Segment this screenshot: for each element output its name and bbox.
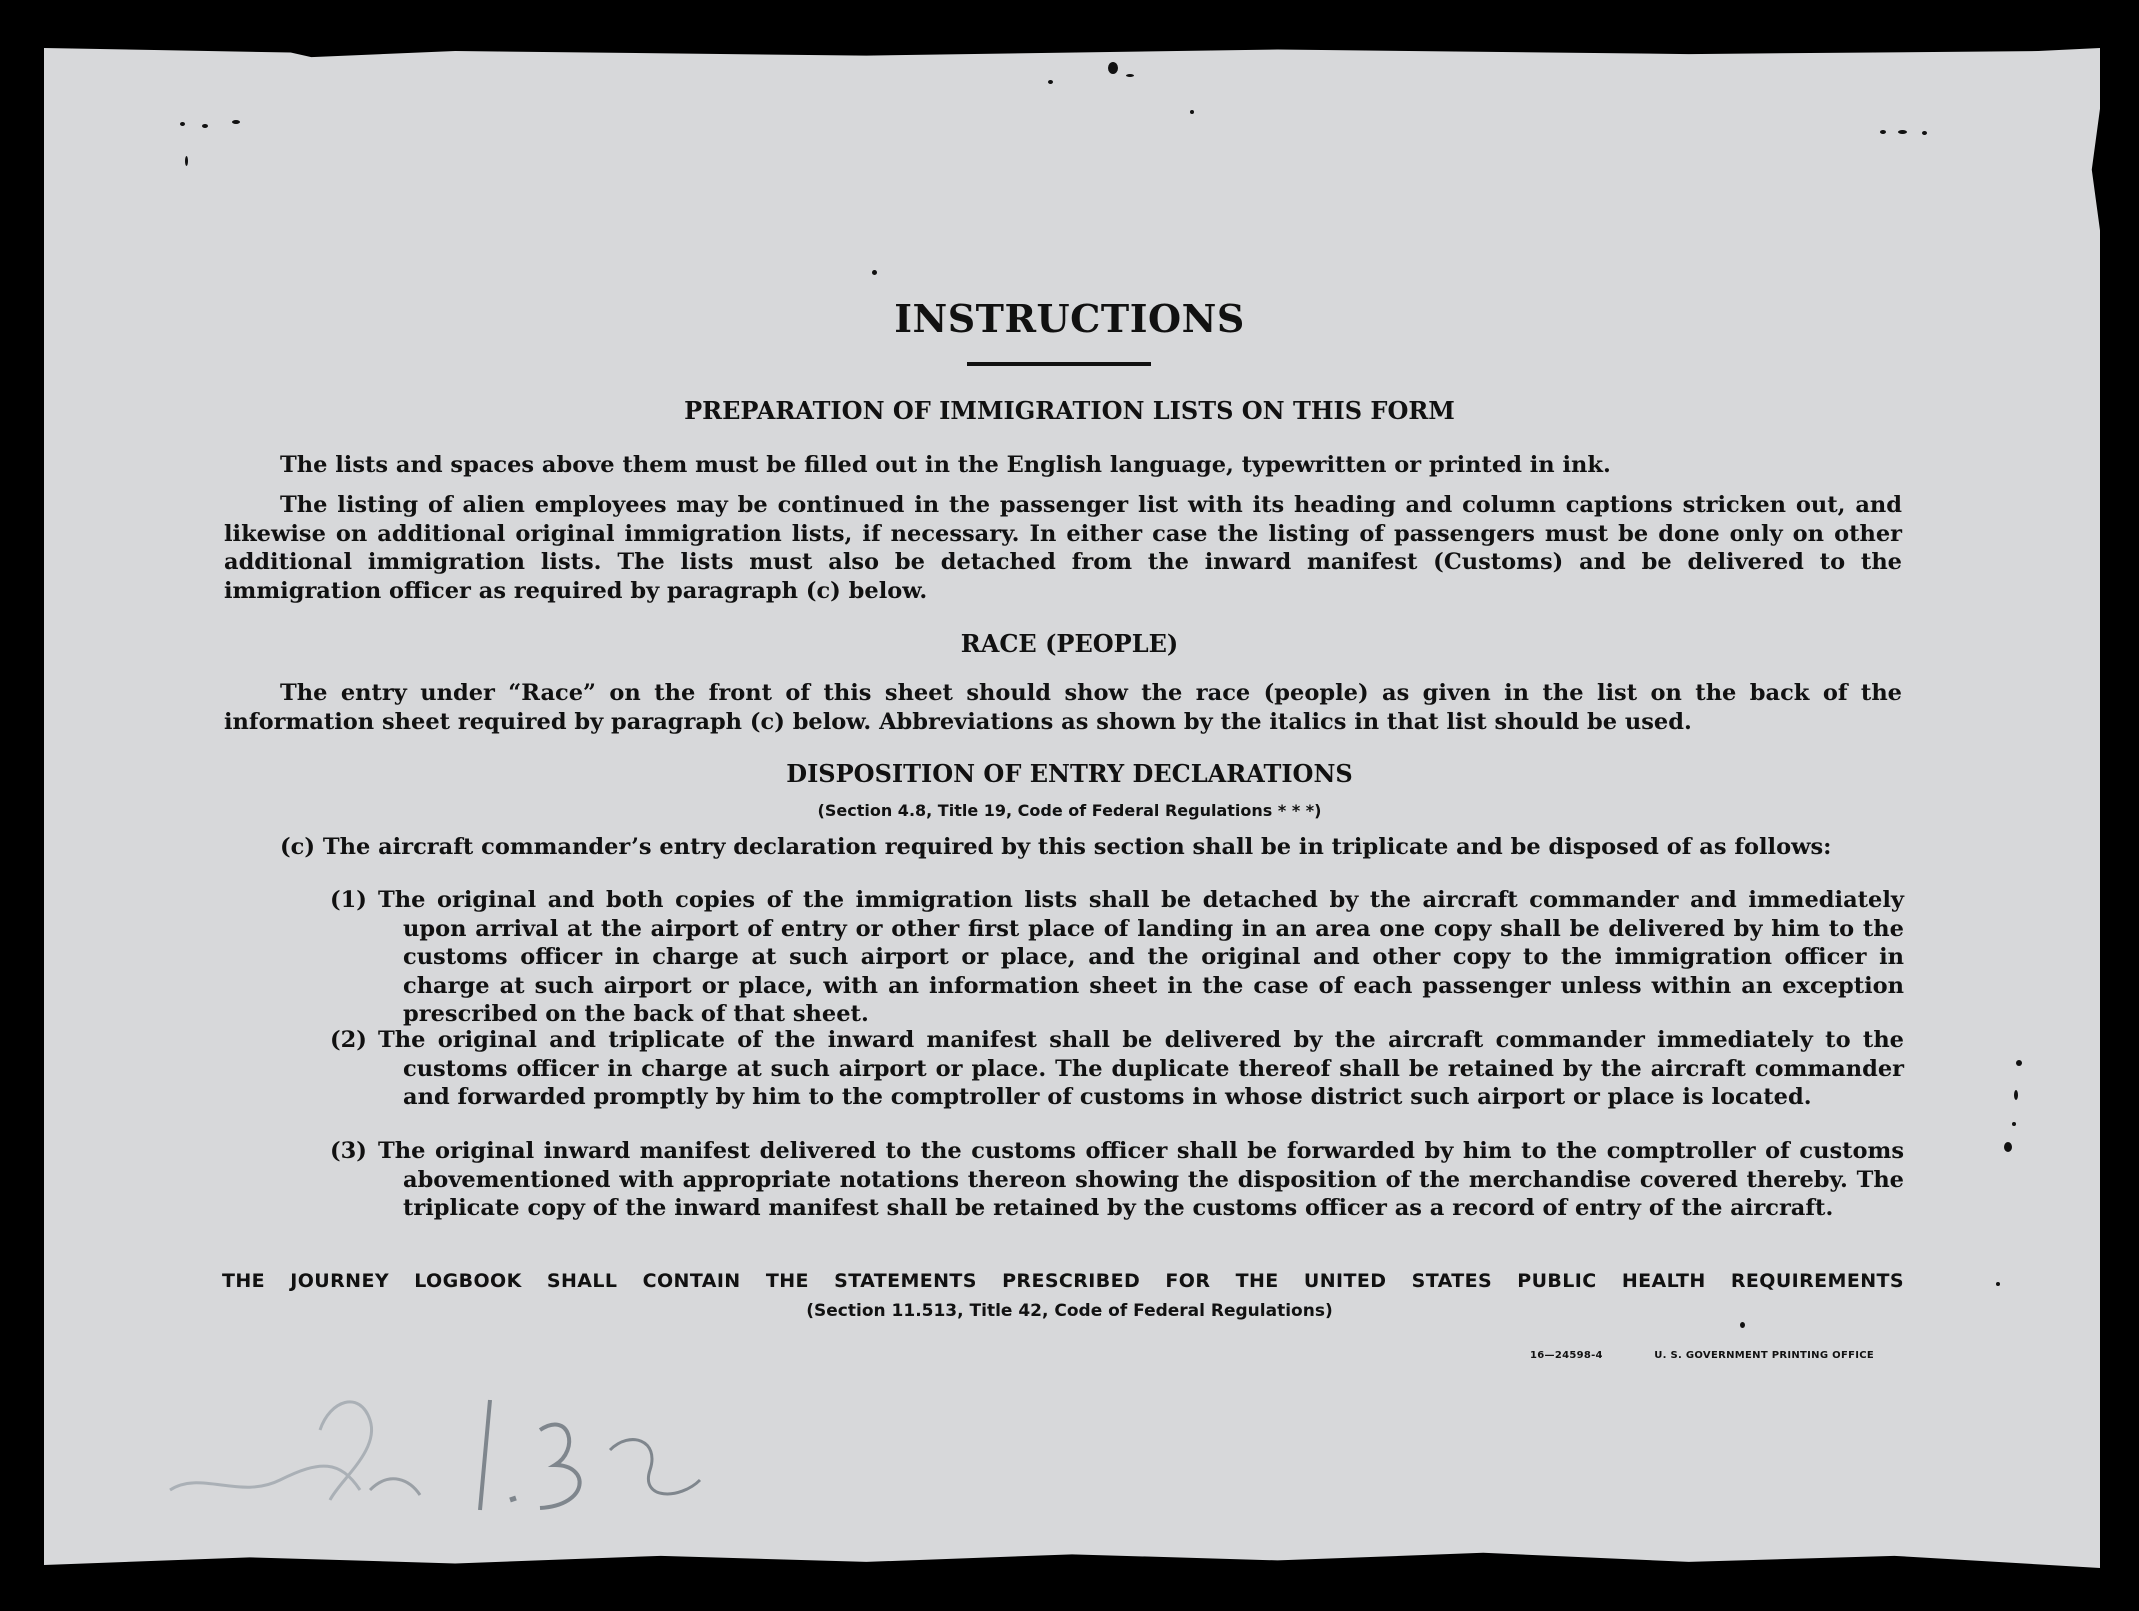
health-statement: THE JOURNEY LOGBOOK SHALL CONTAIN THE STATEMENTS PRESCRIBED FOR THE UNITED STATES PUBLIC HEALTH REQUIREMENTS [222,1270,1904,1292]
disposition-item-1 [330,886,1904,1029]
disposition-clause [280,833,1904,862]
item-text: The original and both copies of the immigration lists shall be detached by the aircraft commander and immediately upon arrival at the airport of entry or other first place of landing in an area one copy shall be delivered by him to the customs officer in charge at such airport or place, and the original and other copy to the immigration officer in charge at such airport or place, with an information sheet in the case of each passenger unless within an exception prescribed on the back of that sheet. [378,887,1904,1027]
form-number: 16—24598-4 [1530,1350,1603,1361]
preparation-paragraph-1: The lists and spaces above them must be filled out in the English language, typewritten or printed in ink. [280,452,1611,478]
document-title: INSTRUCTIONS [894,296,1245,341]
race-heading: RACE (PEOPLE) [960,629,1179,658]
race-paragraph: The entry under “Race” on the front of this sheet should show the race (people) as given in the list on the back of the information sheet required by paragraph (c) below. Abbreviations as shown by the italics in that list should be used. [224,680,1902,735]
disposition-citation: (Section 4.8, Title 19, Code of Federal Regulations * * *) [817,801,1322,820]
item-number: (1) [330,887,367,913]
printer-imprint [1530,1350,1874,1361]
item-text: The original inward manifest delivered to the customs officer shall be forwarded by him to the comptroller of customs abovementioned with appropriate notations thereon showing the disposition of the merchandise covered thereby. The triplicate copy of the inward manifest shall be retained by the customs officer as a record of entry of the aircraft. [378,1138,1904,1221]
clause-text: The aircraft commander’s entry declaration required by this section shall be in triplicate and be disposed of as follows: [322,834,1832,860]
clause-label: (c) [280,834,315,860]
title-underline [967,362,1151,366]
item-number: (3) [330,1138,367,1164]
disposition-item-3 [330,1137,1904,1223]
printing-office: U. S. GOVERNMENT PRINTING OFFICE [1654,1350,1874,1361]
health-citation: (Section 11.513, Title 42, Code of Federal Regulations) [806,1301,1333,1321]
disposition-heading: DISPOSITION OF ENTRY DECLARATIONS [786,759,1353,788]
item-text: The original and triplicate of the inward manifest shall be delivered by the aircraft commander immediately to the customs officer in charge at such airport or place. The duplicate thereof shall be retained by the aircraft commander and forwarded promptly by him to the comptroller of customs in whose district such airport or place is located. [378,1027,1904,1110]
preparation-heading: PREPARATION OF IMMIGRATION LISTS ON THIS FORM [684,396,1455,425]
handwritten-signature [160,1370,720,1520]
disposition-item-2 [330,1026,1904,1112]
item-number: (2) [330,1027,367,1053]
preparation-paragraph-2: The listing of alien employees may be continued in the passenger list with its heading and column captions stricken out, and likewise on additional original immigration lists, if necessary. In either case the listing of passengers must be done only on other additional immigration lists. The lists must also be detached from the inward manifest (Customs) and be delivered to the immigration officer as required by paragraph (c) below. [224,492,1902,604]
